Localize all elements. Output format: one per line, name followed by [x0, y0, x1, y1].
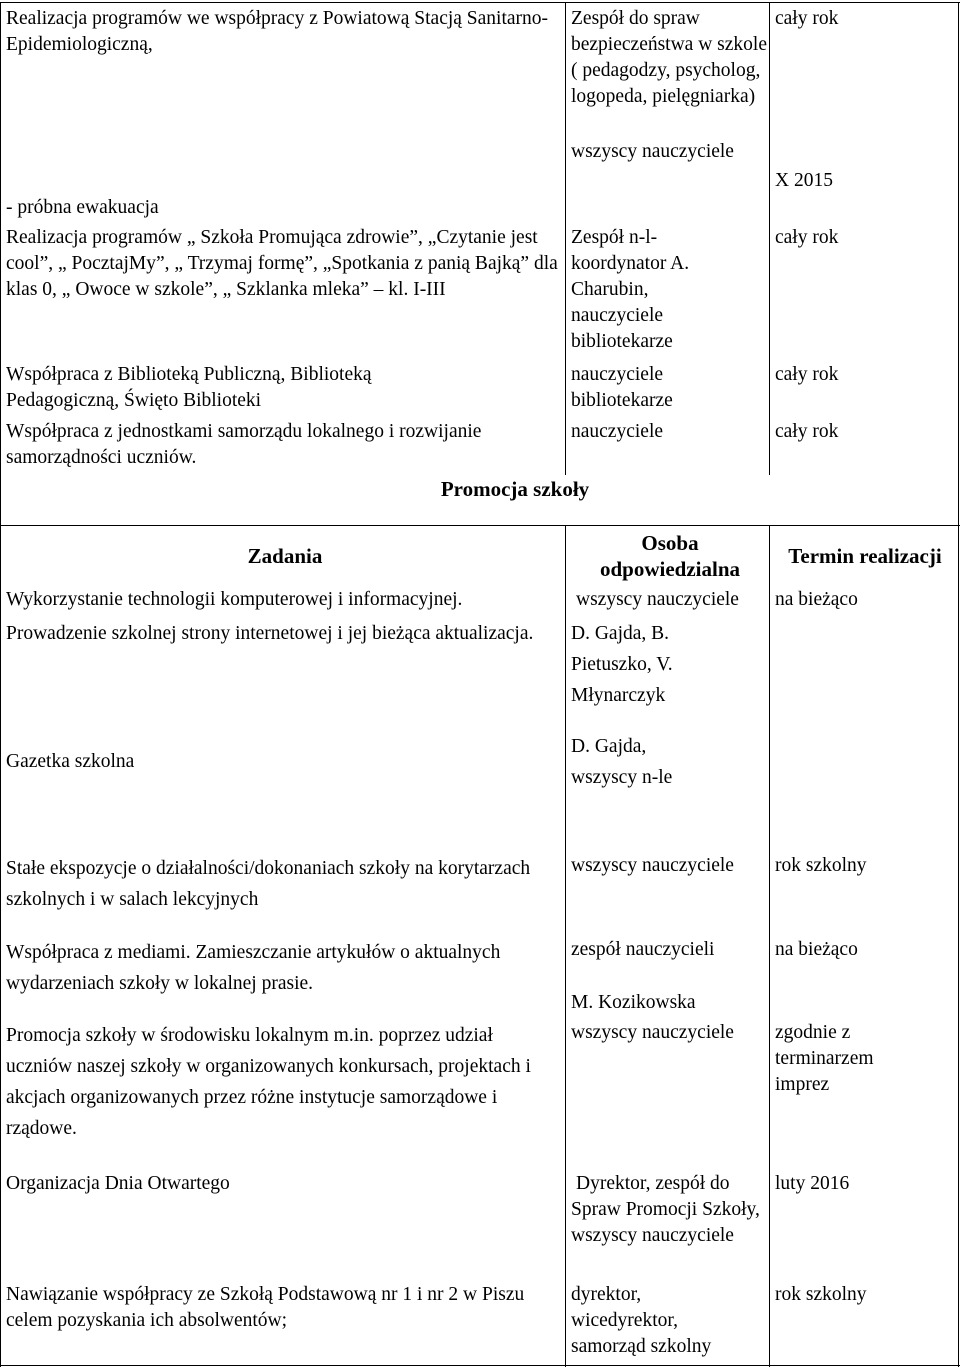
row-1-task: Wykorzystanie technologii komputerowej i informacyjnej.	[6, 589, 463, 610]
top-row-5-task: Współpraca z jednostkami samorządu lokalnego i rozwijanie samorządności uczniów.	[6, 421, 482, 468]
header-task: Zadania	[247, 544, 323, 568]
top-row-2-person: wszyscy nauczyciele	[571, 141, 734, 162]
row-4-person: wszyscy nauczyciele	[571, 855, 734, 876]
row-3-person: D. Gajda, wszyscy n-le	[571, 736, 673, 788]
upper-right-border	[958, 2, 959, 475]
header-term: Termin realizacji	[788, 544, 942, 568]
top-row-2-term: X 2015	[775, 170, 833, 191]
bottom-border	[0, 1365, 960, 1366]
section-bottom-border	[0, 525, 960, 526]
lower-right-border	[958, 525, 959, 1367]
row-2-person: D. Gajda, B. Pietuszko, V. Młynarczyk	[571, 623, 673, 706]
top-row-4-term: cały rok	[775, 364, 839, 385]
top-row-4-task: Współpraca z Biblioteką Publiczną, Biblioteką Pedagogiczną, Święto Biblioteki	[6, 364, 372, 411]
lower-col1-divider	[565, 525, 566, 1367]
upper-left-border	[0, 2, 1, 475]
row-4-task: Stałe ekspozycje o działalności/dokonaniach szkoły na korytarzach szkolnych i w salach lekcyjnych	[6, 858, 531, 910]
top-row-5-term: cały rok	[775, 421, 839, 442]
row-2-task: Prowadzenie szkolnej strony internetowej i jej bieżąca aktualizacja.	[6, 623, 534, 644]
row-8-task: Nawiązanie współpracy ze Szkołą Podstawową nr 1 i nr 2 w Piszu celem pozyskania ich absolwentów;	[6, 1284, 525, 1331]
top-row-5-person: nauczyciele	[571, 421, 664, 442]
top-row-3-term: cały rok	[775, 227, 839, 248]
row-6-task: Promocja szkoły w środowisku lokalnym m.in. poprzez udział uczniów naszej szkoły w organizowanych konkursach, projektach i akcjach organizowanych przez różne instytucje samorządowe i rządowe.	[6, 1025, 531, 1139]
upper-col1-divider	[565, 2, 566, 475]
top-border	[0, 2, 960, 3]
row-1-person: wszyscy nauczyciele	[576, 589, 739, 610]
row-1-term: na bieżąco	[775, 589, 858, 610]
section-title: Promocja szkoły	[440, 477, 590, 501]
row-7-person: Dyrektor, zespół do Spraw Promocji Szkoły, wszyscy nauczyciele	[571, 1173, 760, 1246]
row-7-task: Organizacja Dnia Otwartego	[6, 1173, 230, 1194]
top-row-2-task: - próbna ewakuacja	[6, 197, 159, 218]
top-row-1-person: Zespół do spraw bezpieczeństwa w szkole ( pedagodzy, psycholog, logopeda, pielęgniarka)	[571, 8, 767, 107]
row-3-task: Gazetka szkolna	[6, 751, 135, 772]
top-row-1-task: Realizacja programów we współpracy z Powiatową Stacją Sanitarno- Epidemiologiczną,	[6, 8, 549, 55]
row-5-term: na bieżąco	[775, 939, 858, 960]
row-6-person: wszyscy nauczyciele	[571, 1022, 734, 1043]
top-row-1-term: cały rok	[775, 8, 839, 29]
row-5-task: Współpraca z mediami. Zamieszczanie artykułów o aktualnych wydarzeniach szkoły w lokalnej prasie.	[6, 942, 501, 994]
lower-left-border	[0, 525, 1, 1367]
top-row-3-task: Realizacja programów „ Szkoła Promująca zdrowie”, „Czytanie jest cool”, „ PocztajMy”, „ Trzymaj formę”, „Spotkania z panią Bajką” dla klas 0, „ Owoce w szkole”, „ Szklanka mleka” – kl. I-III	[6, 227, 558, 300]
row-4-term: rok szkolny	[775, 855, 867, 876]
header-person: Osoba odpowiedzialna	[599, 531, 741, 581]
row-6-term: zgodnie z terminarzem imprez	[775, 1022, 874, 1095]
row-8-term: rok szkolny	[775, 1284, 867, 1305]
row-5-person-2: M. Kozikowska	[571, 992, 696, 1013]
top-row-3-person: Zespół n-l-koordynator A. Charubin, nauczyciele bibliotekarze	[571, 227, 690, 352]
row-8-person: dyrektor, wicedyrektor, samorząd szkolny	[571, 1284, 712, 1357]
row-5-person: zespół nauczycieli	[571, 939, 715, 960]
top-row-4-person: nauczyciele bibliotekarze	[571, 364, 673, 411]
row-7-term: luty 2016	[775, 1173, 850, 1194]
